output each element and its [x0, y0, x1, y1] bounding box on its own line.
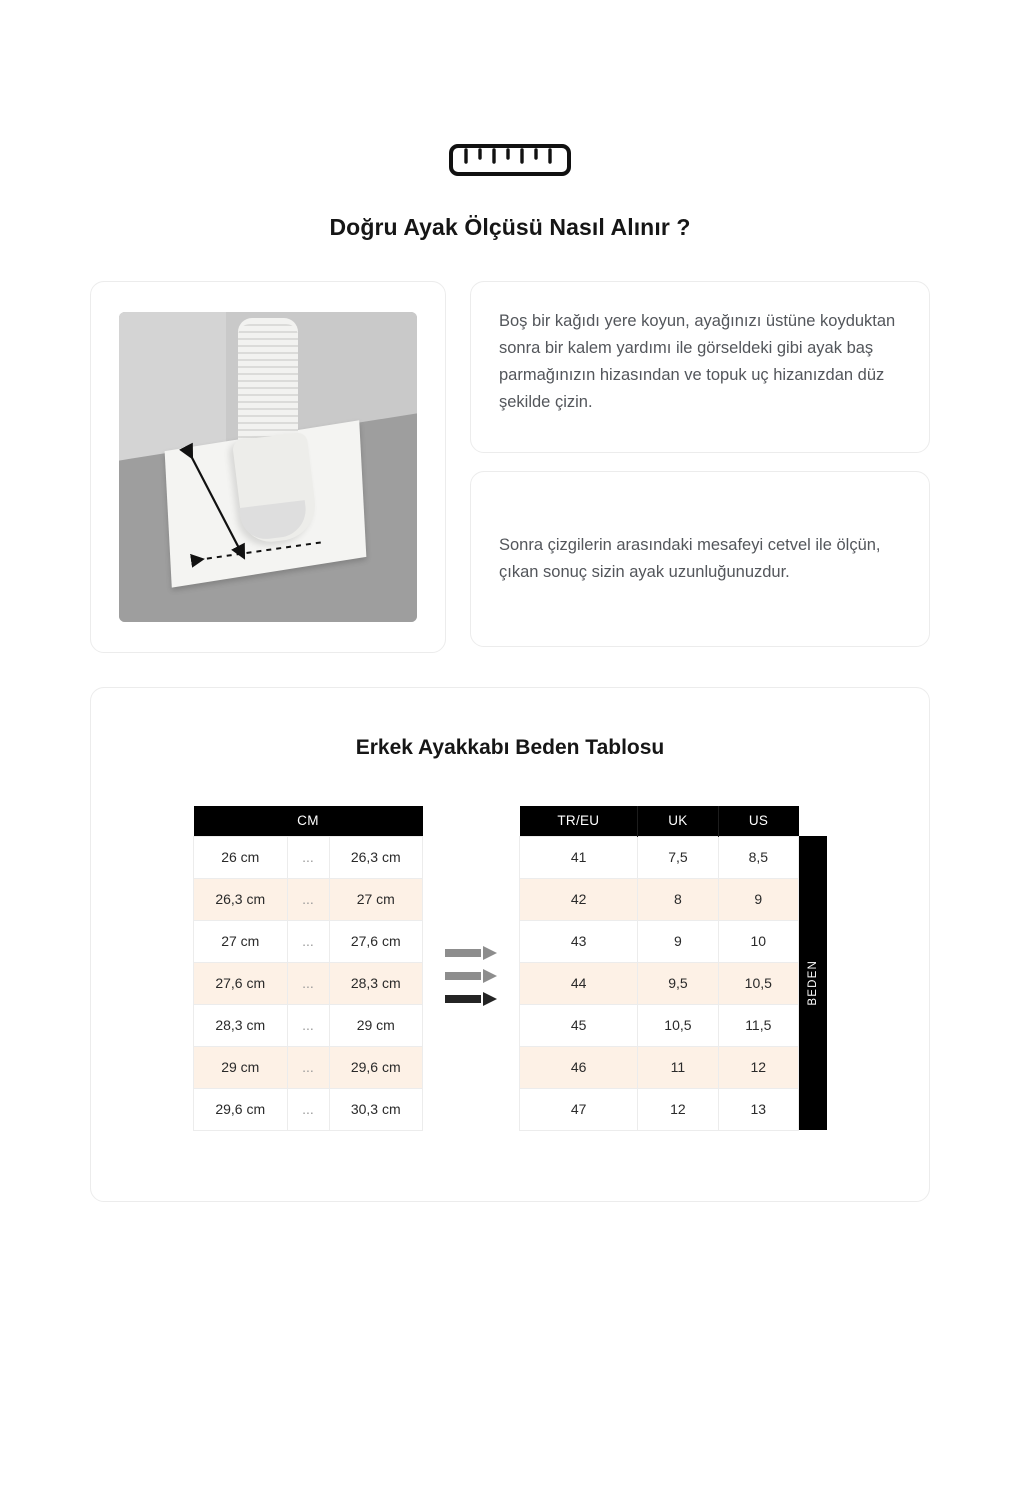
instruction-card-1: [470, 281, 930, 453]
size-us: 12: [718, 1046, 798, 1088]
size-uk: 7,5: [638, 836, 718, 878]
table-row: [520, 1088, 799, 1130]
cm-from: 28,3 cm: [194, 1004, 288, 1046]
size-us: 8,5: [718, 836, 798, 878]
table-row: [520, 920, 799, 962]
size-us: 10,5: [718, 962, 798, 1004]
table-row: [520, 836, 799, 878]
beden-side-label-text: BEDEN: [807, 960, 819, 1006]
table-row: [194, 1046, 423, 1088]
cm-to: 27 cm: [329, 878, 423, 920]
arrow-right-icon: [445, 946, 497, 959]
cm-from: 26,3 cm: [194, 878, 288, 920]
table-row: [194, 962, 423, 1004]
cm-to: 30,3 cm: [329, 1088, 423, 1130]
size-us: 9: [718, 878, 798, 920]
instruction-text-2: Sonra çizgilerin arasındaki mesafeyi cetvel ile ölçün, çıkan sonuç sizin ayak uzunluğunuzdur.: [499, 536, 881, 581]
arrow-right-icon: [445, 969, 497, 982]
table-row: [194, 878, 423, 920]
cm-dots: ...: [287, 836, 329, 878]
cm-table-header: CM: [194, 806, 423, 836]
size-chart-tables: [91, 806, 929, 1131]
table-row: [520, 1046, 799, 1088]
beden-side-label: [799, 836, 827, 1130]
table-row: [194, 836, 423, 878]
cm-range-table: [193, 806, 423, 1131]
cm-dots: ...: [287, 962, 329, 1004]
instruction-text-1: Boş bir kağıdı yere koyun, ayağınızı üstüne koyduktan sonra bir kalem yardımı ile görseldeki gibi ayak baş parmağınızın hizasından ve topuk uç hizanızdan düz şekilde çizin.: [499, 312, 896, 411]
size-header-eu: TR/EU: [520, 806, 638, 836]
ruler-icon: [448, 140, 572, 180]
size-header-uk: UK: [638, 806, 718, 836]
photo-card: [90, 281, 446, 653]
arrow-right-icon: [445, 992, 497, 1005]
cm-from: 27 cm: [194, 920, 288, 962]
page-title: Doğru Ayak Ölçüsü Nasıl Alınır ?: [329, 214, 691, 240]
instructions-row: [90, 281, 930, 653]
size-uk: 11: [638, 1046, 718, 1088]
size-uk: 9,5: [638, 962, 718, 1004]
size-eu: 44: [520, 962, 638, 1004]
table-row: [194, 1004, 423, 1046]
cm-from: 29,6 cm: [194, 1088, 288, 1130]
size-uk: 10,5: [638, 1004, 718, 1046]
size-chart-title: Erkek Ayakkabı Beden Tablosu: [355, 736, 665, 759]
cm-dots: ...: [287, 920, 329, 962]
instruction-card-2: [470, 471, 930, 647]
size-uk: 12: [638, 1088, 718, 1130]
size-guide-page: [0, 140, 1020, 1500]
cm-to: 27,6 cm: [329, 920, 423, 962]
size-eu: 42: [520, 878, 638, 920]
table-row: [194, 1088, 423, 1130]
cm-dots: ...: [287, 1004, 329, 1046]
size-us: 10: [718, 920, 798, 962]
size-eu: 43: [520, 920, 638, 962]
foot-measurement-photo: [119, 312, 417, 622]
ruler-icon-wrapper: [0, 140, 1020, 180]
table-row: [520, 878, 799, 920]
size-eu: 41: [520, 836, 638, 878]
cm-to: 29,6 cm: [329, 1046, 423, 1088]
cm-to: 28,3 cm: [329, 962, 423, 1004]
cm-dots: ...: [287, 1046, 329, 1088]
size-conversion-table: [519, 806, 799, 1131]
cm-to: 26,3 cm: [329, 836, 423, 878]
measurement-arrow-overlay: [119, 312, 417, 622]
table-row: [520, 962, 799, 1004]
size-uk: 8: [638, 878, 718, 920]
size-us: 11,5: [718, 1004, 798, 1046]
size-chart-card: [90, 687, 930, 1202]
table-row: [194, 920, 423, 962]
table-row: [520, 1004, 799, 1046]
cm-dots: ...: [287, 1088, 329, 1130]
size-eu: 46: [520, 1046, 638, 1088]
cm-dots: ...: [287, 878, 329, 920]
size-table-wrapper: [519, 806, 827, 1131]
instruction-text-column: [470, 281, 930, 647]
cm-from: 29 cm: [194, 1046, 288, 1088]
size-eu: 47: [520, 1088, 638, 1130]
cm-from: 26 cm: [194, 836, 288, 878]
conversion-arrows: [423, 806, 519, 1005]
size-us: 13: [718, 1088, 798, 1130]
size-header-us: US: [718, 806, 798, 836]
size-uk: 9: [638, 920, 718, 962]
size-eu: 45: [520, 1004, 638, 1046]
cm-to: 29 cm: [329, 1004, 423, 1046]
cm-from: 27,6 cm: [194, 962, 288, 1004]
